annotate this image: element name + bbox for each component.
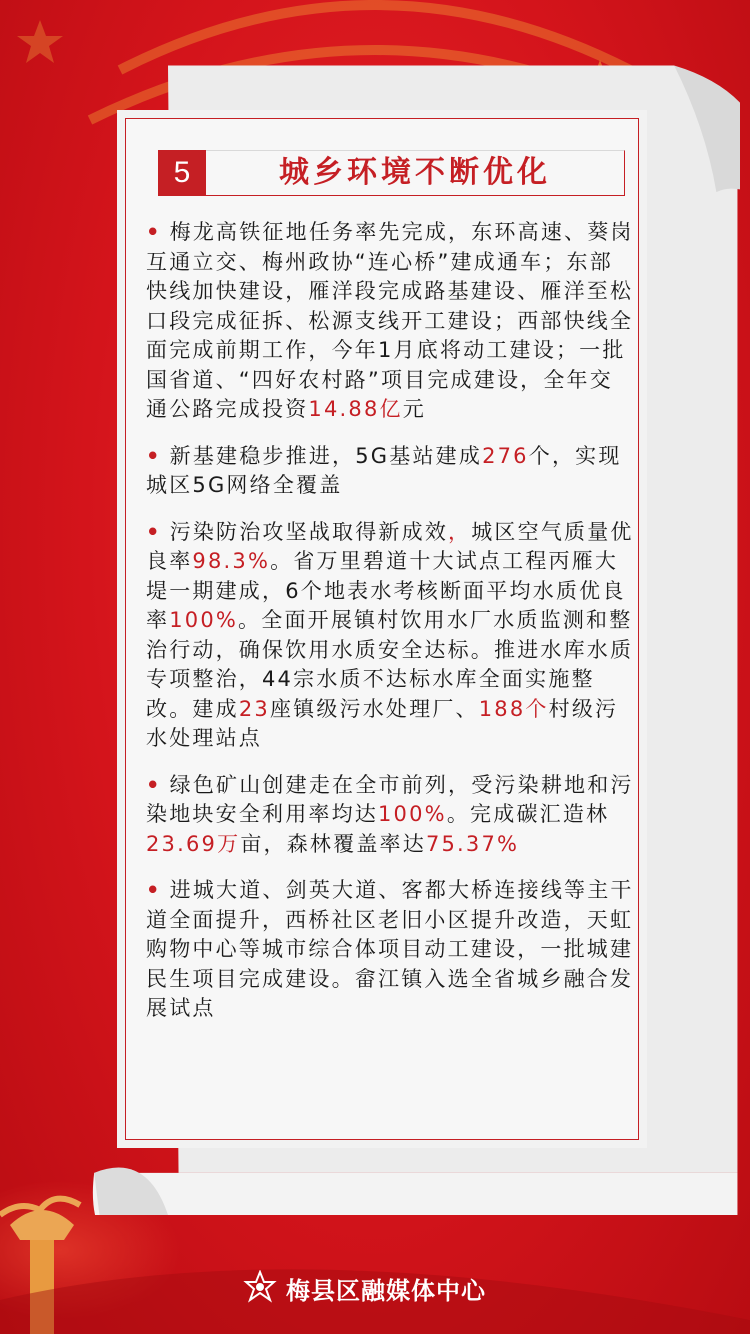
highlight-value: 100% [169, 608, 239, 632]
highlight-value: 276 [482, 443, 529, 468]
paragraph-text: 。完成碳汇造林 [446, 802, 610, 826]
highlight-value: 75.37% [425, 831, 520, 856]
paragraph-text: 亩，森林覆盖率达 [240, 831, 426, 856]
bullet-icon: • [146, 519, 162, 544]
paragraph-text: 。省万里碧道十大试点工程丙雁大堤一期建成，6个地表水考核断面平均水质优良率 [146, 549, 626, 632]
paragraph-text: 绿色矿山创建走在全市前列，受污染耕地和污染地块安全利用率均达 [146, 772, 634, 826]
highlight-value: 14.88亿 [308, 397, 403, 421]
paragraph-text: 。全面开展镇村饮用水厂水质监测和整治行动，确保饮用水质安全达标。推进水库水质专项整治，44宗水质不达标水库全面实施整改。建成 [146, 608, 634, 721]
bullet-icon: • [146, 878, 162, 902]
highlight-value: 23.69万 [146, 831, 241, 856]
content-body [146, 218, 634, 1041]
footer-brand [242, 1268, 486, 1308]
section-number: 5 [158, 150, 206, 196]
section-header [158, 150, 626, 196]
paragraph-text: 新基建稳步推进，5G基站建成 [169, 443, 483, 468]
bullet-icon: • [146, 220, 162, 244]
highlight-value: 188个 [478, 696, 549, 721]
media-center-logo-icon [242, 1270, 278, 1306]
paragraph-item [146, 876, 634, 1024]
bullet-icon: • [146, 772, 162, 797]
section-title: 城乡环境不断优化 [279, 155, 551, 190]
highlight-value: 98.3% [192, 549, 271, 573]
paragraph-text: 村级污水处理站点 [146, 696, 619, 750]
bullet-icon: • [146, 443, 162, 468]
highlight-value: 100% [378, 802, 447, 826]
paragraph-text: 城区空气质量优良率 [146, 519, 634, 573]
paragraph-text: 梅龙高铁征地任务率先完成，东环高速、葵岗互通立交、梅州政协“连心桥”建成通车；东部快线加快建设，雁洋段完成路基建设、雁洋至松口段完成征拆、松源支线开工建设；西部快线全面完成前期工作，今年1月底将动工建设；一批国省道、“四好农村路”项目完成建设，全年交通公路完成投资 [146, 220, 634, 421]
highlight-value: 23 [238, 696, 270, 721]
paragraph-text: 进城大道、剑英大道、客都大桥连接线等主干道全面提升，西桥社区老旧小区提升改造，天虹购物中心等城市综合体项目动工建设，一批城建民生项目完成建设。畲江镇入选全省城乡融合发展试点 [146, 878, 634, 1020]
highlight-value: ， [448, 519, 472, 544]
paragraph-text: 元 [402, 397, 426, 421]
paragraph-item [146, 518, 634, 754]
paragraph-text: 污染防治攻坚战取得新成效 [169, 519, 449, 544]
paragraph-text: 个，实现城区5G网络全覆盖 [146, 443, 622, 497]
paragraph-item [146, 771, 634, 860]
paragraph-item [146, 218, 634, 425]
footer-org-name: 梅县区融媒体中心 [286, 1276, 486, 1305]
paragraph-item [146, 442, 634, 501]
paragraph-text: 座镇级污水处理厂、 [269, 696, 479, 721]
